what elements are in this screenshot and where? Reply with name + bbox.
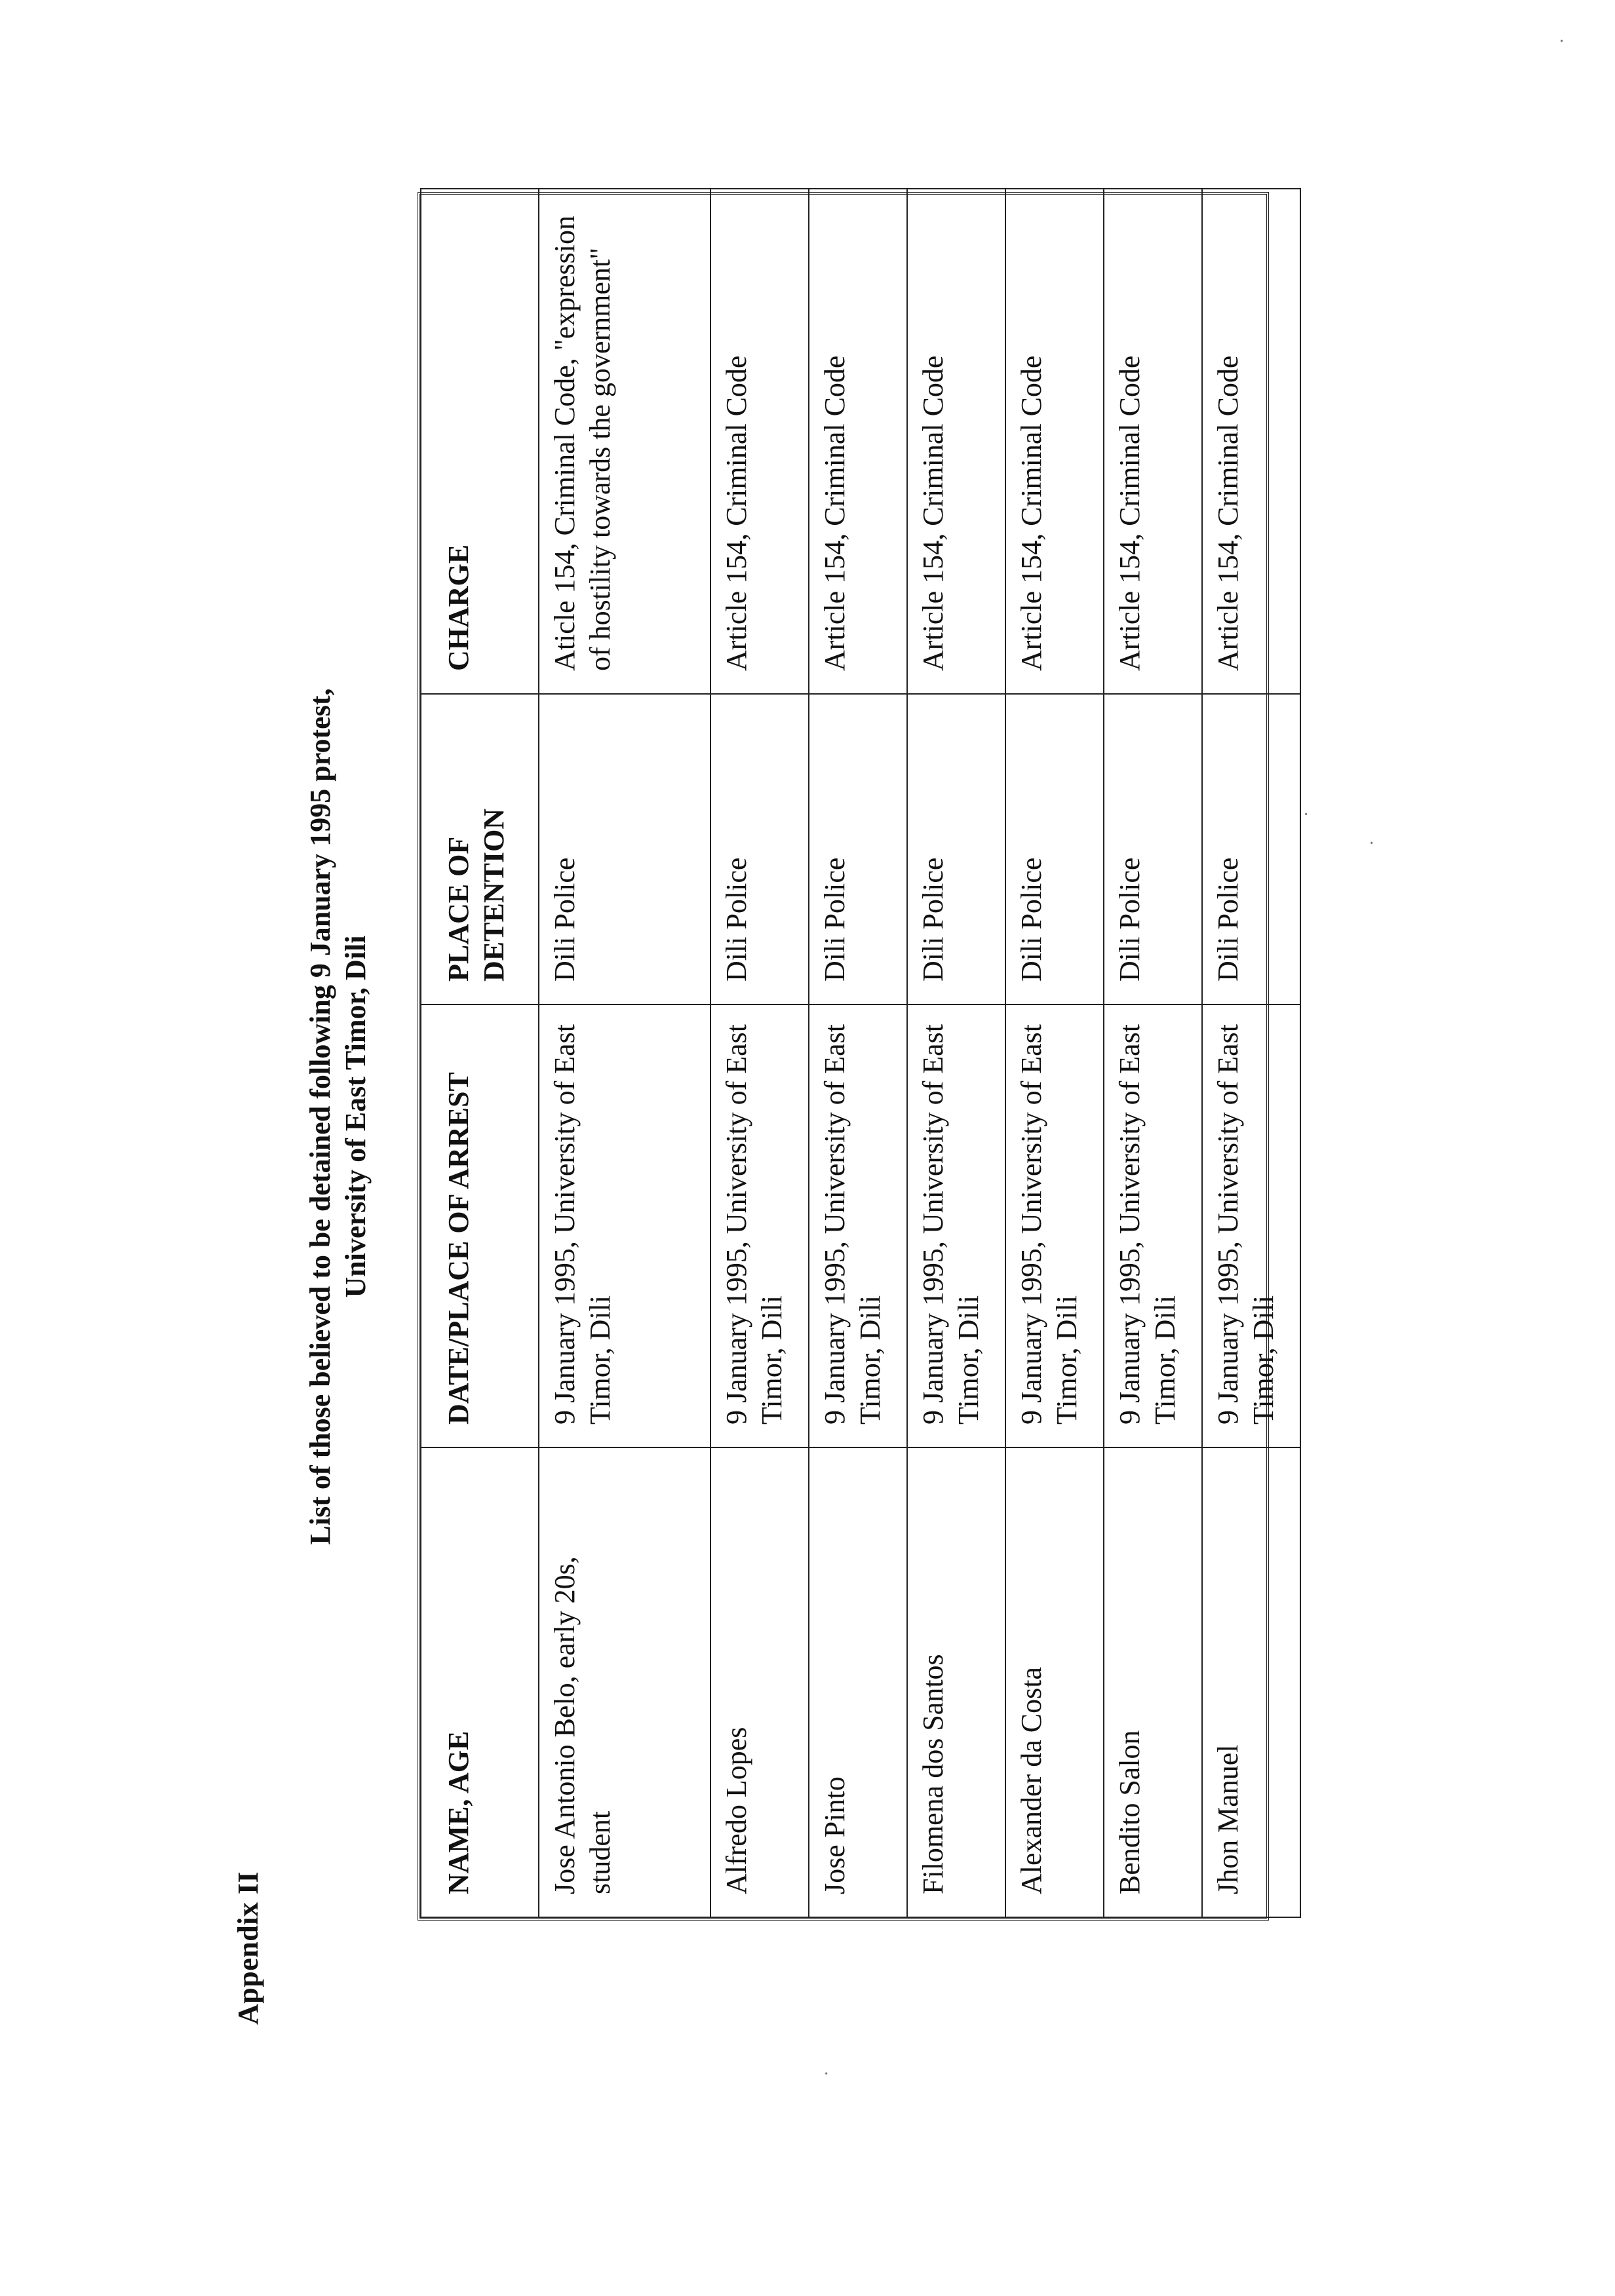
cell-date-place: 9 January 1995, University of East Timor, Dili: [907, 1004, 1005, 1447]
header-name-age: NAME, AGE: [421, 1447, 539, 1917]
cell-detention: Dili Police: [907, 694, 1005, 1004]
cell-charge: Article 154, Criminal Code: [1202, 189, 1300, 694]
cell-charge: Article 154, Criminal Code: [907, 189, 1005, 694]
cell-name: Alfredo Lopes: [710, 1447, 809, 1917]
cell-date-place: 9 January 1995, University of East Timor, Dili: [539, 1004, 710, 1447]
appendix-label: Appendix II: [232, 1871, 264, 2025]
cell-charge: Article 154, Criminal Code: [710, 189, 809, 694]
cell-date-place: 9 January 1995, University of East Timor, Dili: [710, 1004, 809, 1447]
table-row: [907, 189, 1005, 1917]
cell-charge: Aticle 154, Criminal Code, "expression of hostility towards the government": [539, 189, 710, 694]
table-row: [1104, 189, 1202, 1917]
cell-date-place: 9 January 1995, University of East Timor, Dili: [1005, 1004, 1104, 1447]
scan-speck: ·: [1559, 31, 1565, 52]
table-row: [1005, 189, 1104, 1917]
detainee-table: [420, 188, 1301, 1918]
title-line-2: University of East Timor, Dili: [340, 935, 372, 1298]
cell-charge: Article 154, Criminal Code: [1104, 189, 1202, 694]
cell-detention: Dili Police: [1005, 694, 1104, 1004]
cell-detention: Dili Police: [809, 694, 907, 1004]
cell-detention: Dili Police: [710, 694, 809, 1004]
document-title: [303, 396, 374, 1837]
cell-detention: Dili Police: [1104, 694, 1202, 1004]
header-place-of-detention: PLACE OF DETENTION: [421, 694, 539, 1004]
title-line-1: List of those believed to be detained following 9 January 1995 protest,: [304, 688, 336, 1545]
cell-name: Bendito Salon: [1104, 1447, 1202, 1917]
cell-charge: Article 154, Criminal Code: [809, 189, 907, 694]
cell-date-place: 9 January 1995, University of East Timor, Dili: [1104, 1004, 1202, 1447]
cell-charge: Article 154, Criminal Code: [1005, 189, 1104, 694]
header-date-place-of-arrest: DATE/PLACE OF ARREST: [421, 1004, 539, 1447]
cell-date-place: 9 January 1995, University of East Timor, Dili: [1202, 1004, 1300, 1447]
scan-speck: ·: [823, 2064, 830, 2084]
cell-name: Alexander da Costa: [1005, 1447, 1104, 1917]
header-charge: CHARGE: [421, 189, 539, 694]
table-row: [1202, 189, 1300, 1917]
table-header-row: [421, 189, 539, 1917]
table-row: [710, 189, 809, 1917]
cell-name: Jhon Manuel: [1202, 1447, 1300, 1917]
cell-name: Filomena dos Santos: [907, 1447, 1005, 1917]
table-row: [539, 189, 710, 1917]
cell-name: Jose Antonio Belo, early 20s, student: [539, 1447, 710, 1917]
detainee-table-frame: [418, 192, 1279, 1921]
scan-speck: ·: [1369, 833, 1375, 854]
scan-speck: ·: [1303, 805, 1310, 825]
cell-detention: Dili Police: [539, 694, 710, 1004]
cell-name: Jose Pinto: [809, 1447, 907, 1917]
cell-date-place: 9 January 1995, University of East Timor, Dili: [809, 1004, 907, 1447]
table-row: [809, 189, 907, 1917]
cell-detention: Dili Police: [1202, 694, 1300, 1004]
